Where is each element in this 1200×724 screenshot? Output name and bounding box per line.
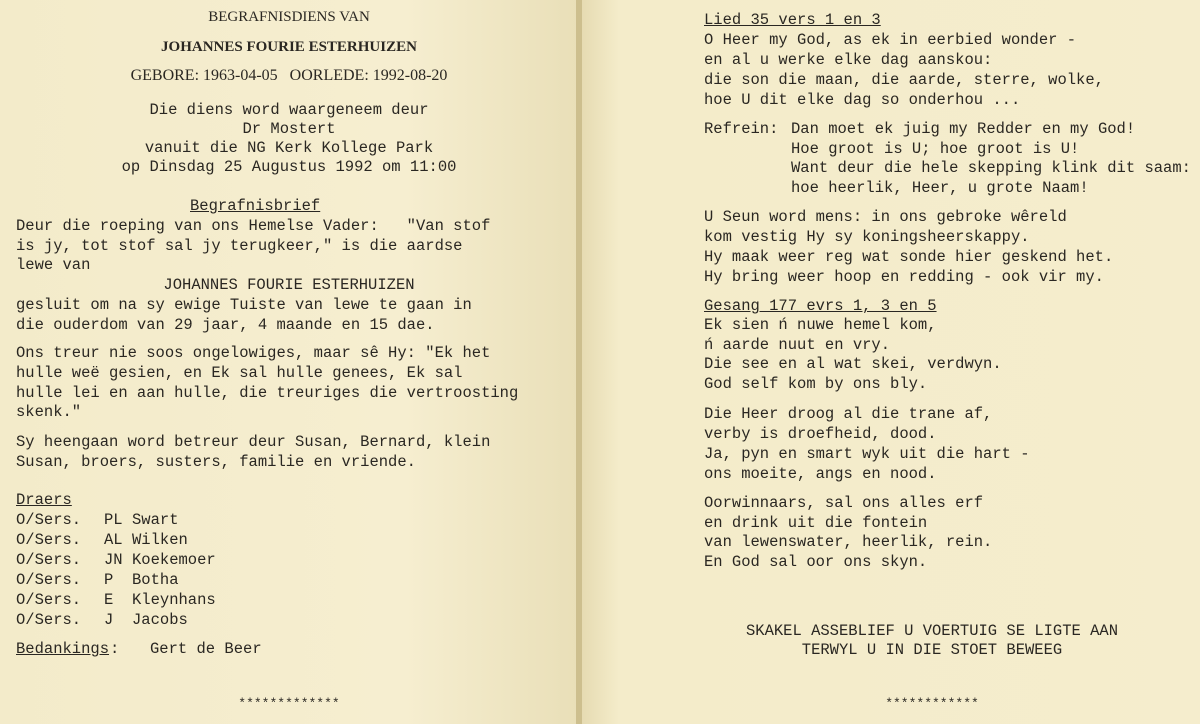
- right-stars-divider: ************: [885, 696, 979, 711]
- bearer-surname: Kleynhans: [132, 591, 216, 609]
- song2-line: ons moeite, angs en nood.: [704, 465, 937, 483]
- song2-line: Ja, pyn en smart wyk uit die hart -: [704, 445, 1030, 463]
- verse3-line: U Seun word mens: in ons gebroke wêreld: [704, 208, 1067, 226]
- bearer-title: O/Sers.: [16, 591, 82, 609]
- bearer-surname: Botha: [132, 571, 179, 589]
- deceased-name: JOHANNES FOURIE ESTERHUIZEN: [161, 39, 417, 55]
- song2-line: Oorwinnaars, sal ons alles erf: [704, 494, 984, 512]
- song2-line: God self kom by ons bly.: [704, 375, 928, 393]
- letter-line: is jy, tot stof sal jy terugkeer," is die aardse: [16, 237, 463, 255]
- bearer-surname: Jacobs: [132, 611, 188, 629]
- verse3-line: kom vestig Hy sy koningsheerskappy.: [704, 228, 1030, 246]
- service-line: vanuit die NG Kerk Kollege Park: [144, 139, 434, 157]
- letter-line: lewe van: [16, 256, 91, 274]
- song2-line: Ek sien ń nuwe hemel kom,: [704, 316, 937, 334]
- bearer-initials: J: [104, 611, 114, 629]
- song1-line: die son die maan, die aarde, sterre, wolke,: [704, 71, 1104, 89]
- refrain-line: hoe heerlik, Heer, u grote Naam!: [791, 179, 1089, 197]
- bearer-title: O/Sers.: [16, 611, 82, 629]
- thanks-label: Bedankings: [16, 640, 110, 658]
- grief-line: Sy heengaan word betreur deur Susan, Bernard, klein: [16, 433, 491, 451]
- bearer-surname: Swart: [132, 511, 179, 529]
- grief-line: Susan, broers, susters, familie en vriende.: [16, 453, 416, 471]
- song1-line: O Heer my God, as ek in eerbied wonder -: [704, 31, 1077, 49]
- verse3-line: Hy bring weer hoop en redding - ook vir my.: [704, 268, 1104, 286]
- service-title: BEGRAFNISDIENS VAN: [208, 9, 370, 25]
- song2-line: Die see en al wat skei, verdwyn.: [704, 355, 1002, 373]
- bearer-initials: PL: [104, 511, 123, 529]
- letter-name: JOHANNES FOURIE ESTERHUIZEN: [163, 276, 415, 294]
- bearer-surname: Koekemoer: [132, 551, 216, 569]
- thanks-separator: :: [110, 640, 120, 658]
- song2-line: en drink uit die fontein: [704, 514, 928, 532]
- song1-line: hoe U dit elke dag so onderhou ...: [704, 91, 1021, 109]
- refrain-line: Want deur die hele skepping klink dit saam:: [791, 159, 1191, 177]
- mourn-line: hulle weë gesien, en Ek sal hulle genees, Ek sal: [16, 364, 463, 382]
- letter-line: gesluit om na sy ewige Tuiste van lewe te gaan in: [16, 296, 472, 314]
- bearer-title: O/Sers.: [16, 551, 82, 569]
- bearer-title: O/Sers.: [16, 531, 82, 549]
- bearer-surname: Wilken: [132, 531, 188, 549]
- thanks-name: Gert de Beer: [150, 640, 262, 658]
- song1-heading: Lied 35 vers 1 en 3: [704, 11, 881, 29]
- vehicle-notice-line: SKAKEL ASSEBLIEF U VOERTUIG SE LIGTE AAN: [745, 622, 1119, 640]
- verse3-line: Hy maak weer reg wat sonde hier geskend het.: [704, 248, 1114, 266]
- mourn-line: Ons treur nie soos ongelowiges, maar sê Hy: "Ek het: [16, 344, 491, 362]
- left-stars-divider: *************: [238, 696, 340, 711]
- song2-line: ń aarde nuut en vry.: [704, 336, 891, 354]
- song2-line: En God sal oor ons skyn.: [704, 553, 928, 571]
- song2-heading: Gesang 177 evrs 1, 3 en 5: [704, 297, 937, 315]
- song2-line: verby is droefheid, dood.: [704, 425, 937, 443]
- service-line: Die diens word waargeneem deur: [149, 101, 429, 119]
- bearer-initials: P: [104, 571, 114, 589]
- birth-death-dates: GEBORE: 1963-04-05 OORLEDE: 1992-08-20: [130, 67, 448, 84]
- letter-heading: Begrafnisbrief: [190, 197, 321, 215]
- letter-line: die ouderdom van 29 jaar, 4 maande en 15 dae.: [16, 316, 435, 334]
- song1-line: en al u werke elke dag aanskou:: [704, 51, 993, 69]
- letter-line: Deur die roeping van ons Hemelse Vader: "Van stof: [16, 217, 491, 235]
- bearer-initials: JN: [104, 551, 123, 569]
- bearer-initials: E: [104, 591, 114, 609]
- bearer-title: O/Sers.: [16, 571, 82, 589]
- service-line: Dr Mostert: [242, 120, 336, 138]
- bearer-title: O/Sers.: [16, 511, 82, 529]
- song2-line: van lewenswater, heerlik, rein.: [704, 533, 993, 551]
- mourn-line: hulle lei en aan hulle, die treuriges die vertroosting: [16, 384, 519, 402]
- refrain-line: Hoe groot is U; hoe groot is U!: [791, 140, 1080, 158]
- mourn-line: skenk.": [16, 403, 82, 421]
- song2-line: Die Heer droog al die trane af,: [704, 405, 993, 423]
- refrain-line: Dan moet ek juig my Redder en my God!: [791, 120, 1136, 138]
- refrain-label: Refrein:: [704, 120, 779, 138]
- service-line: op Dinsdag 25 Augustus 1992 om 11:00: [121, 158, 457, 176]
- bearers-heading: Draers: [16, 491, 72, 509]
- bearer-initials: AL: [104, 531, 123, 549]
- vehicle-notice-line: TERWYL U IN DIE STOET BEWEEG: [801, 641, 1063, 659]
